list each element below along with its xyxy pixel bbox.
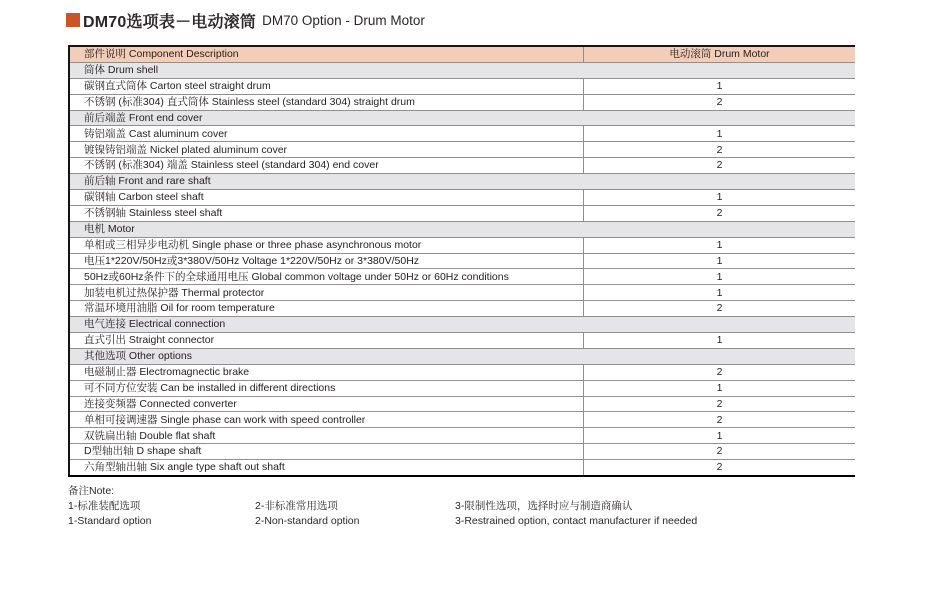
table-row — [69, 285, 855, 301]
note-2-en: 2-Non-standard option — [255, 515, 360, 527]
component-description-cell: 碳钢轴 Carbon steel shaft — [69, 190, 584, 206]
table-row — [69, 412, 855, 428]
table-row — [69, 396, 855, 412]
drum-motor-value-cell: 1 — [584, 253, 856, 269]
note-column-2 — [255, 499, 455, 529]
table-row — [69, 94, 855, 110]
notes-title: 备注Note: — [68, 485, 115, 497]
section-row — [69, 62, 855, 78]
component-description-cell: 镀镍铸铝端盖 Nickel plated aluminum cover — [69, 142, 584, 158]
component-description-cell: 碳钢直式筒体 Carton steel straight drum — [69, 78, 584, 94]
title-square-icon — [66, 13, 80, 27]
component-description-cell: D型轴出轴 D shape shaft — [69, 444, 584, 460]
table-row — [69, 253, 855, 269]
table-row — [69, 269, 855, 285]
drum-motor-value-cell: 1 — [584, 190, 856, 206]
drum-motor-value-cell: 2 — [584, 205, 856, 221]
drum-motor-value-cell: 1 — [584, 78, 856, 94]
component-description-cell: 50Hz或60Hz条件下的全球通用电压 Global common voltage under 50Hz or 60Hz conditions — [69, 269, 584, 285]
component-description-cell: 电压1*220V/50Hz或3*380V/50Hz Voltage 1*220V/50Hz or 3*380V/50Hz — [69, 253, 584, 269]
drum-motor-value-cell: 1 — [584, 269, 856, 285]
table-row — [69, 78, 855, 94]
drum-motor-value-cell: 1 — [584, 237, 856, 253]
component-description-cell: 单相可接调速器 Single phase can work with speed controller — [69, 412, 584, 428]
section-label: 筒体 Drum shell — [69, 62, 855, 78]
page-title — [66, 9, 425, 31]
drum-motor-value-cell: 2 — [584, 94, 856, 110]
component-description-cell: 加装电机过热保护器 Thermal protector — [69, 285, 584, 301]
table-row — [69, 428, 855, 444]
drum-motor-value-cell: 1 — [584, 285, 856, 301]
drum-motor-value-cell: 1 — [584, 126, 856, 142]
note-3-en: 3-Restrained option, contact manufacturer if needed — [455, 515, 698, 527]
table-row — [69, 460, 855, 476]
component-description-cell: 电磁制止器 Electromagnectic brake — [69, 364, 584, 380]
component-description-cell: 双铣扁出轴 Double flat shaft — [69, 428, 584, 444]
note-1-zh: 1-标准装配选项 — [68, 500, 141, 512]
column-header-component-description: 部件说明 Component Description — [69, 46, 584, 62]
table-row — [69, 444, 855, 460]
component-description-cell: 单相或三相异步电动机 Single phase or three phase asynchronous motor — [69, 237, 584, 253]
component-description-cell: 可不同方位安装 Can be installed in different directions — [69, 380, 584, 396]
drum-motor-value-cell: 2 — [584, 158, 856, 174]
table-row — [69, 205, 855, 221]
note-2-zh: 2-非标准常用选项 — [255, 500, 338, 512]
drum-motor-value-cell: 2 — [584, 142, 856, 158]
drum-motor-value-cell: 2 — [584, 412, 856, 428]
component-description-cell: 六角型轴出轴 Six angle type shaft out shaft — [69, 460, 584, 476]
notes-grid — [68, 499, 838, 529]
component-description-cell: 铸铝端盖 Cast aluminum cover — [69, 126, 584, 142]
page-title-en: DM70 Option - Drum Motor — [262, 12, 425, 28]
note-column-3 — [455, 499, 838, 529]
drum-motor-value-cell: 1 — [584, 333, 856, 349]
column-header-drum-motor: 电动滚筒 Drum Motor — [584, 46, 856, 62]
section-row — [69, 348, 855, 364]
table-row — [69, 237, 855, 253]
note-column-1 — [68, 499, 255, 529]
component-description-cell: 不锈钢 (标准304) 直式筒体 Stainless steel (standard 304) straight drum — [69, 94, 584, 110]
drum-motor-value-cell: 1 — [584, 428, 856, 444]
section-label: 电机 Motor — [69, 221, 855, 237]
notes-section — [68, 484, 838, 529]
drum-motor-value-cell: 2 — [584, 396, 856, 412]
component-description-cell: 不锈钢轴 Stainless steel shaft — [69, 205, 584, 221]
component-description-cell: 连接变频器 Connected converter — [69, 396, 584, 412]
table-row — [69, 190, 855, 206]
component-description-cell: 直式引出 Straight connector — [69, 333, 584, 349]
section-label: 电气连接 Electrical connection — [69, 317, 855, 333]
section-row — [69, 174, 855, 190]
table-row — [69, 380, 855, 396]
drum-motor-value-cell: 2 — [584, 444, 856, 460]
options-table — [68, 45, 855, 477]
component-description-cell: 不锈钢 (标准304) 端盖 Stainless steel (standard 304) end cover — [69, 158, 584, 174]
table-row — [69, 142, 855, 158]
drum-motor-value-cell: 2 — [584, 460, 856, 476]
drum-motor-value-cell: 1 — [584, 380, 856, 396]
note-1-en: 1-Standard option — [68, 515, 152, 527]
table-row — [69, 126, 855, 142]
component-description-cell: 常温环境用油脂 Oil for room temperature — [69, 301, 584, 317]
section-label: 前后端盖 Front end cover — [69, 110, 855, 126]
section-row — [69, 317, 855, 333]
section-label: 前后轴 Front and rare shaft — [69, 174, 855, 190]
page-title-zh: DM70选项表－电动滚筒 — [83, 13, 257, 31]
table-row — [69, 333, 855, 349]
table-row — [69, 301, 855, 317]
drum-motor-value-cell: 2 — [584, 301, 856, 317]
table-row — [69, 158, 855, 174]
section-label: 其他选项 Other options — [69, 348, 855, 364]
section-row — [69, 110, 855, 126]
drum-motor-value-cell: 2 — [584, 364, 856, 380]
section-row — [69, 221, 855, 237]
table-row — [69, 364, 855, 380]
note-3-zh: 3-限制性选项，选择时应与制造商确认 — [455, 500, 633, 512]
table-header-row — [69, 46, 855, 62]
